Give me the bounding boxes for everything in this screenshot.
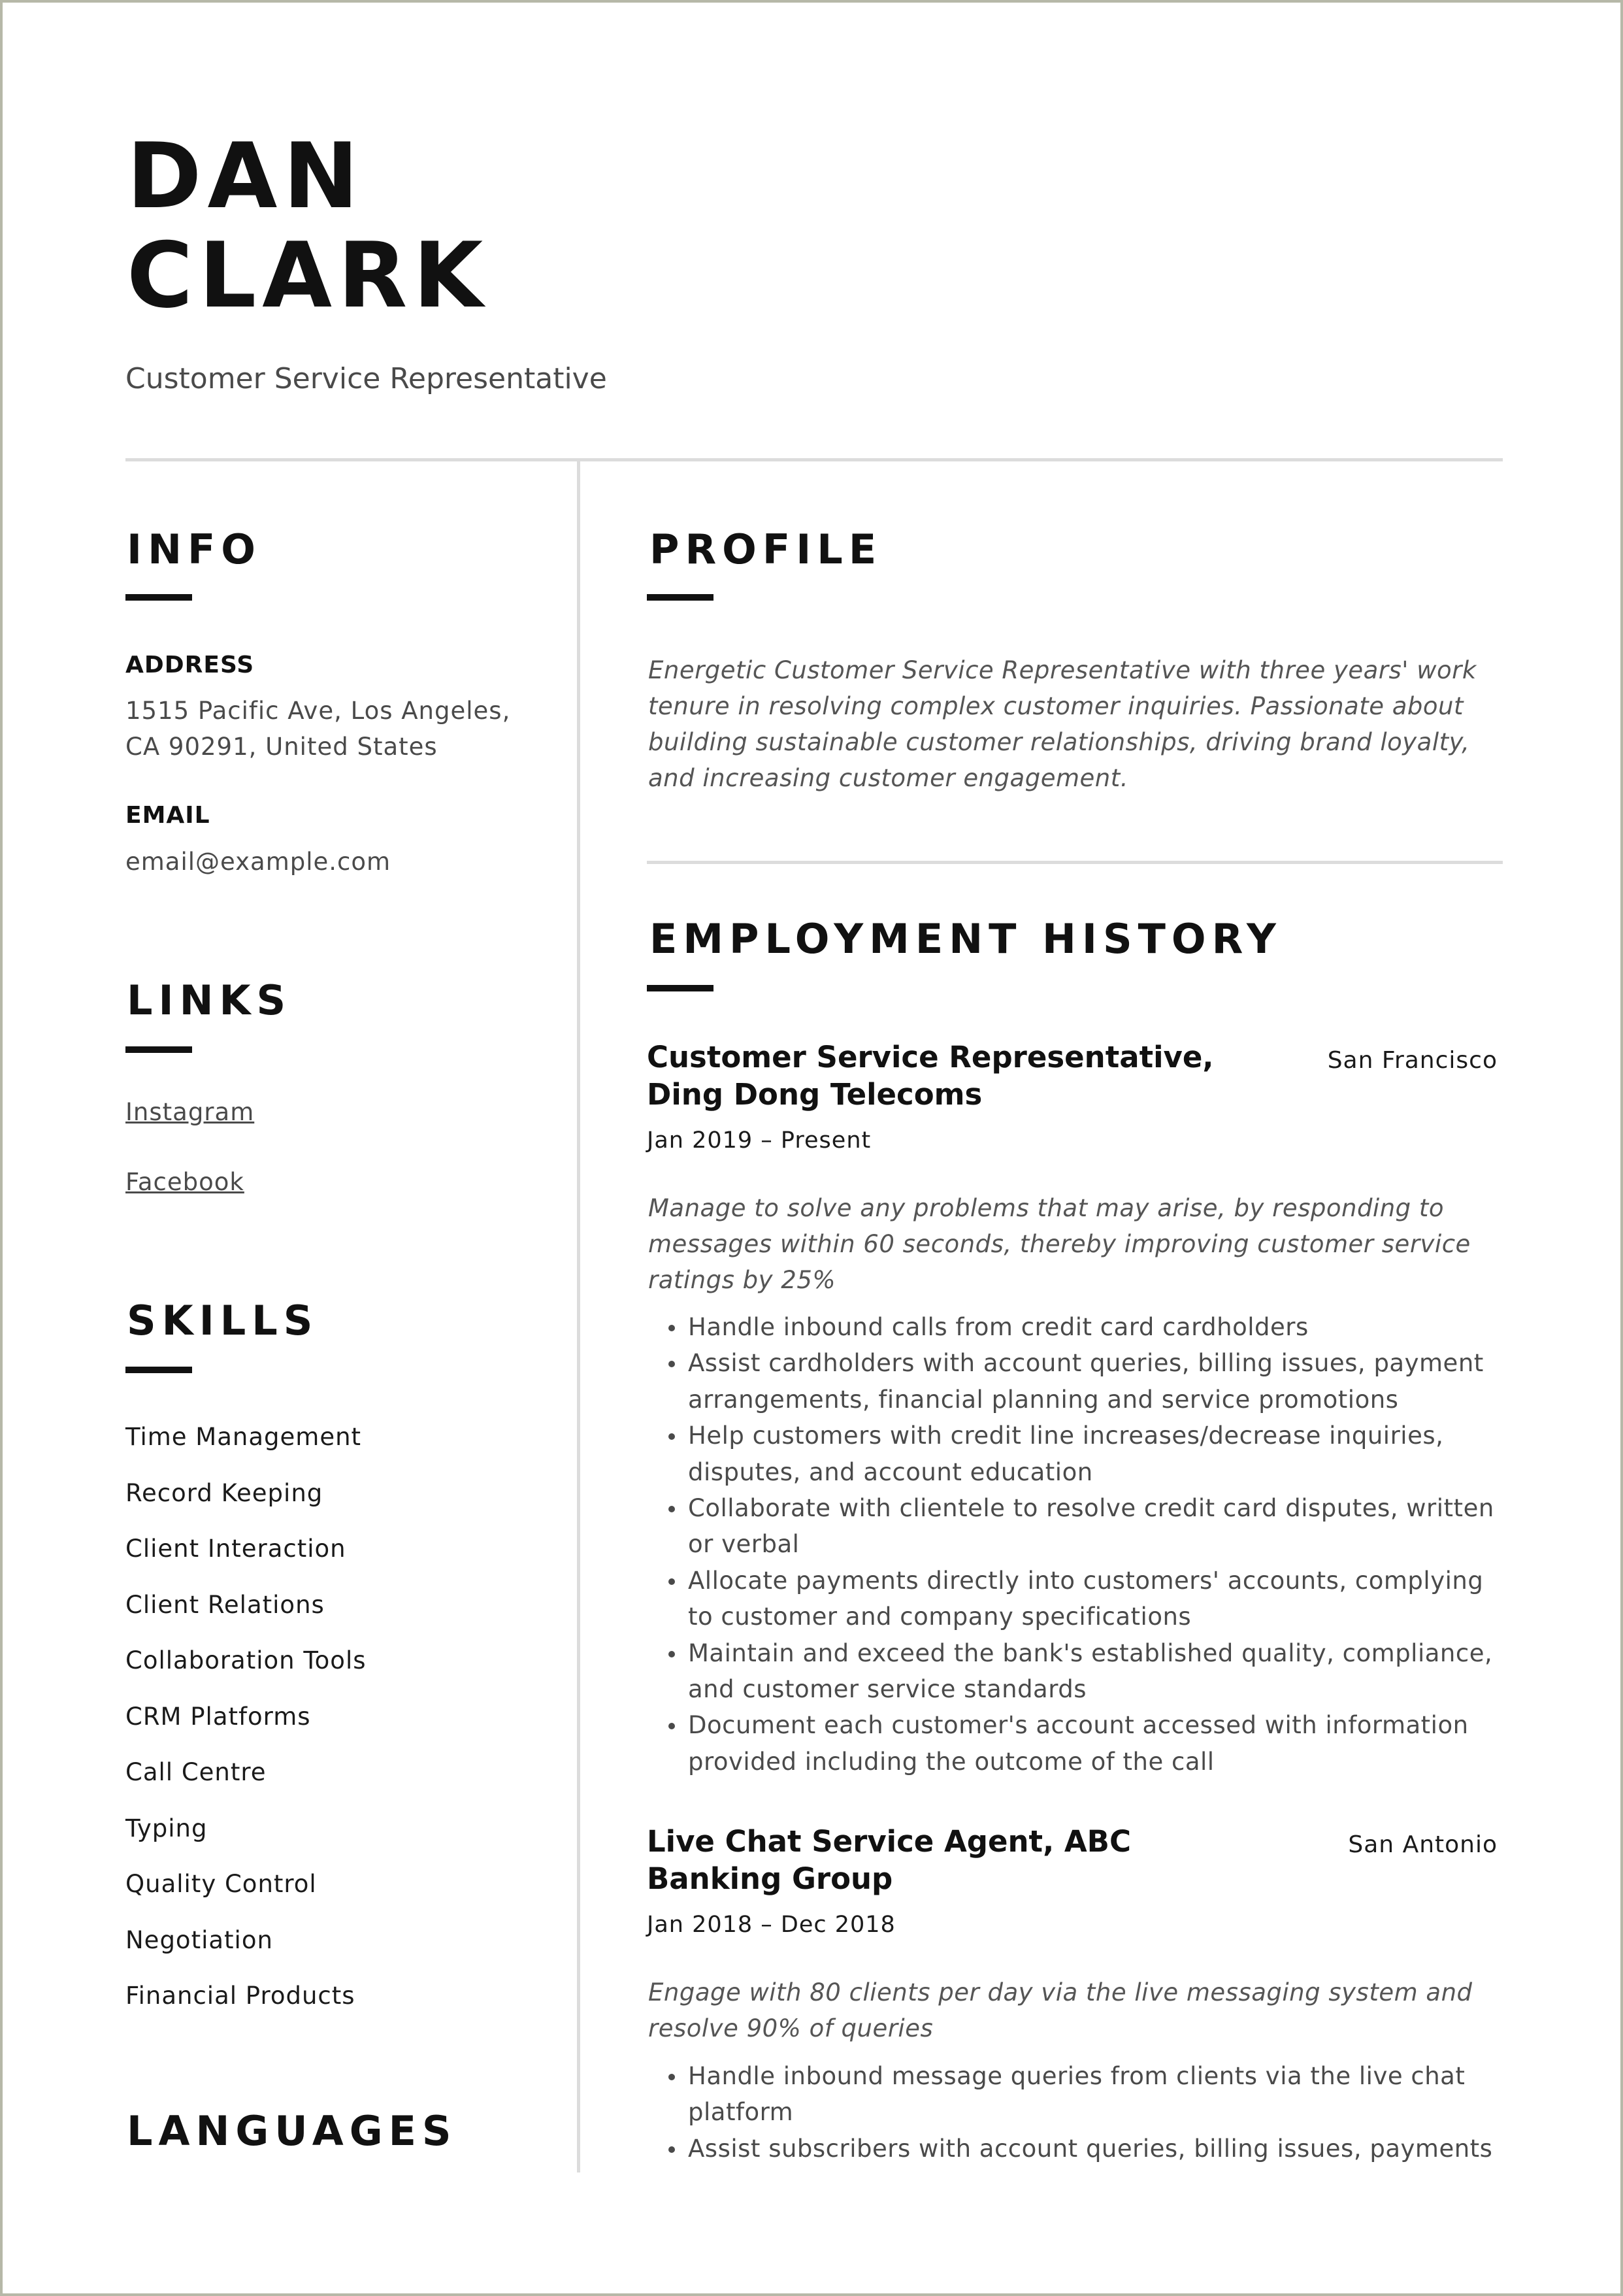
first-name: DAN: [127, 124, 365, 229]
languages-heading: LANGUAGES: [127, 2107, 457, 2155]
duty-item: Assist subscribers with account queries, billing issues, payments: [647, 2131, 1509, 2167]
instagram-link[interactable]: Instagram: [125, 1098, 255, 1126]
duty-item: Assist cardholders with account queries, billing issues, payment arrangements, financial planning and service promotions: [647, 1345, 1509, 1418]
duty-item: Help customers with credit line increases/decrease inquiries, disputes, and account education: [647, 1418, 1509, 1490]
profile-text: Energetic Customer Service Representative with three years' work tenure in resolving complex customer inquiries. Passionate about building sustainable customer relationships, driving brand loyalty, and increasing customer engagement.: [648, 656, 1477, 792]
duty-item: Handle inbound calls from credit card cardholders: [647, 1309, 1509, 1345]
skill-item: Typing: [125, 1814, 208, 1842]
skill-item: CRM Platforms: [125, 1702, 311, 1731]
email-label: EMAIL: [125, 802, 210, 829]
facebook-link[interactable]: Facebook: [125, 1168, 244, 1196]
skill-item: Quality Control: [125, 1870, 317, 1898]
job-dates-2: Jan 2018 – Dec 2018: [647, 1912, 896, 1938]
job-location-2: San Antonio: [1348, 1831, 1498, 1858]
links-heading: LINKS: [127, 976, 292, 1024]
job-location-1: San Francisco: [1327, 1047, 1498, 1074]
job-duties-2: [647, 2058, 1509, 2167]
profile-heading: PROFILE: [649, 525, 883, 573]
duty-item: Allocate payments directly into customers' accounts, complying to customer and company specifications: [647, 1563, 1509, 1635]
skill-item: Collaboration Tools: [125, 1646, 367, 1674]
skills-list: [125, 1417, 367, 2032]
links-heading-bar: [125, 1046, 192, 1053]
skill-item: Negotiation: [125, 1925, 273, 1954]
duty-item: Collaborate with clientele to resolve credit card disputes, written or verbal: [647, 1490, 1509, 1563]
last-name: CLARK: [127, 223, 489, 328]
job-title-1: Customer Service Representative, Ding Dong Telecoms: [647, 1040, 1214, 1112]
address-line2: CA 90291, United States: [125, 733, 438, 761]
skill-item: Time Management: [125, 1423, 362, 1451]
job-title-2: Live Chat Service Agent, ABC Banking Group: [647, 1824, 1131, 1896]
job-dates-1: Jan 2019 – Present: [647, 1127, 872, 1154]
job-summary-2: Engage with 80 clients per day via the live messaging system and resolve 90% of queries: [648, 1978, 1473, 2042]
header-divider: [125, 458, 1503, 461]
address-label: ADDRESS: [125, 652, 255, 678]
skill-item: Client Interaction: [125, 1535, 346, 1563]
info-heading-bar: [125, 594, 192, 601]
job-summary-1: Manage to solve any problems that may arise, by responding to messages within 60 seconds, thereby improving customer service ratings by 25%: [648, 1194, 1471, 1294]
skills-heading: SKILLS: [127, 1297, 319, 1344]
job-title: Customer Service Representative: [125, 362, 607, 395]
duty-item: Maintain and exceed the bank's established quality, compliance, and customer service standards: [647, 1635, 1509, 1708]
column-divider: [577, 461, 580, 2172]
skill-item: Call Centre: [125, 1758, 267, 1786]
duty-item: Handle inbound message queries from clients via the live chat platform: [647, 2058, 1509, 2131]
skills-heading-bar: [125, 1367, 192, 1373]
skill-item: Financial Products: [125, 1982, 355, 2010]
job-duties-1: [647, 1309, 1509, 1780]
duty-item: Document each customer's account accessed with information provided including the outcome of the call: [647, 1707, 1509, 1780]
profile-divider: [647, 861, 1503, 864]
employment-heading-bar: [647, 985, 713, 991]
skill-item: Client Relations: [125, 1590, 325, 1619]
info-heading: INFO: [127, 525, 262, 573]
address-line1: 1515 Pacific Ave, Los Angeles,: [125, 697, 511, 725]
profile-heading-bar: [647, 594, 713, 601]
skill-item: Record Keeping: [125, 1478, 323, 1507]
employment-heading: EMPLOYMENT HISTORY: [649, 915, 1282, 963]
candidate-name: [127, 124, 489, 328]
email-value: email@example.com: [125, 848, 391, 876]
